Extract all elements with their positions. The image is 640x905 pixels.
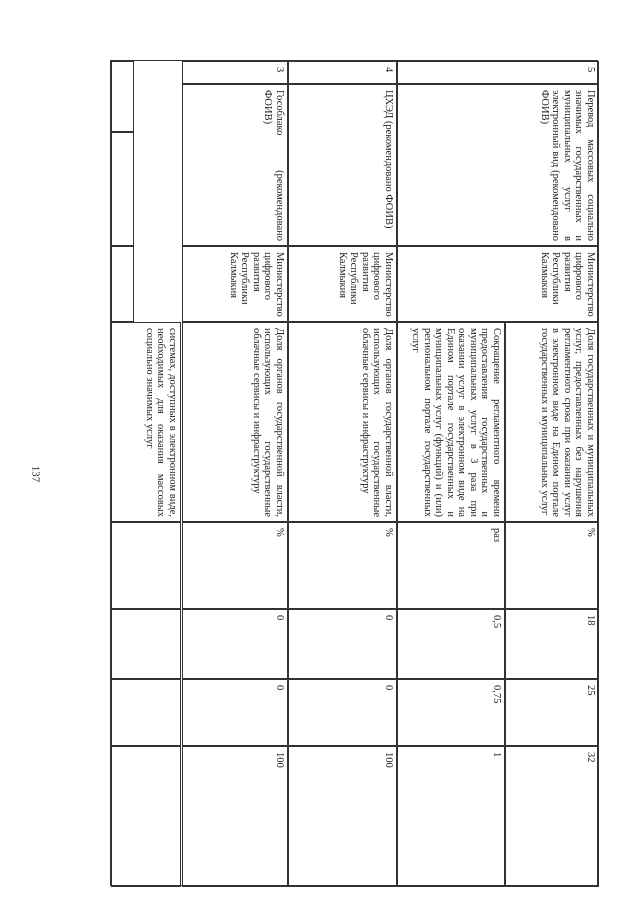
cell-project: [288, 84, 397, 246]
value-1: 0: [383, 615, 394, 621]
row-number: 5: [585, 67, 596, 73]
cell-unit: [182, 522, 288, 609]
cell-agency: [397, 246, 599, 322]
cell-value-2: [182, 679, 288, 746]
cell-value-2: [397, 679, 505, 746]
row-number: 4: [383, 67, 394, 73]
cell-value-3: [111, 746, 181, 887]
cell-unit: [288, 522, 397, 609]
value-3: 100: [383, 752, 394, 768]
agency-name: Министерство цифрового развития Республики Калмыкия: [337, 252, 394, 317]
cell-value-1: [182, 609, 288, 679]
cell-value-3: [182, 746, 288, 887]
cell-agency: [111, 246, 134, 322]
cell-indicator: [505, 322, 599, 522]
cell-number: [182, 61, 288, 84]
unit: раз: [491, 528, 502, 543]
project-name: Перевод массовых социально значимых государственных и муниципальных услуг в электронный вид (рекомендовано ФОИВ): [539, 90, 596, 241]
unit: %: [383, 528, 394, 537]
cell-unit: [505, 522, 599, 609]
value-2: 0,75: [491, 685, 502, 704]
agency-name: Министерство цифрового развития Республики Калмыкия: [539, 252, 596, 317]
cell-project: [182, 84, 288, 246]
cell-project: [111, 132, 134, 246]
cell-indicator: [111, 322, 181, 522]
cell-value-1: [505, 609, 599, 679]
cell-project: [397, 84, 599, 246]
cell-value-1: [288, 609, 397, 679]
page-number: 137: [29, 465, 42, 483]
cell-value-3: [288, 746, 397, 887]
value-2: 0: [383, 685, 394, 691]
value-1: 0,5: [491, 615, 502, 629]
indicator-text: Доля органов государственной власти, использующих государственные облачные сервисы и инфраструктуру: [360, 328, 394, 517]
indicator-text: системах, доступных в электронном виде, необходимых для оказания массовых социально значимых услуг: [144, 328, 178, 517]
value-1: 0: [274, 615, 285, 621]
cell-unit: [397, 522, 505, 609]
unit: %: [585, 528, 596, 537]
cell-value-2: [111, 679, 181, 746]
project-name: Гособлако (рекомендовано ФОИВ): [262, 90, 285, 241]
cell-value-1: [111, 609, 181, 679]
project-name: ЦХЭД (рекомендовано ФОИВ): [383, 90, 394, 229]
indicator-text: Доля государственных и муниципальных услуг, предоставленных без нарушения регламентного срока при оказании услуг в электронном виде на Едином портале государственных и муниципальных услуг: [539, 328, 596, 517]
value-3: 100: [274, 752, 285, 768]
cell-indicator: [288, 322, 397, 522]
agency-name: Министерство цифрового развития Республики Калмыкия: [228, 252, 285, 317]
data-table: [110, 60, 598, 886]
indicator-text: Доля органов государственной власти, использующих государственные облачные сервисы и инфраструктуру: [251, 328, 285, 517]
value-1: 18: [585, 615, 596, 626]
cell-agency: [288, 246, 397, 322]
value-2: 25: [585, 685, 596, 696]
row-number: 3: [274, 67, 285, 73]
cell-indicator: [182, 322, 288, 522]
value-3: 32: [585, 752, 596, 763]
cell-unit: [111, 522, 181, 609]
cell-value-1: [397, 609, 505, 679]
cell-value-2: [505, 679, 599, 746]
cell-number: [397, 61, 599, 84]
cell-value-2: [288, 679, 397, 746]
unit: %: [274, 528, 285, 537]
cell-number: [111, 61, 134, 132]
cell-value-3: [505, 746, 599, 887]
cell-indicator: [397, 322, 505, 522]
value-2: 0: [274, 685, 285, 691]
value-3: 1: [491, 752, 502, 758]
cell-agency: [182, 246, 288, 322]
cell-value-3: [397, 746, 505, 887]
cell-number: [288, 61, 397, 84]
indicator-text: Сокращение регламентного времени предоставления государственных и муниципальных услуг в 3 раза при оказании услуг в электронном виде на Едином портале государственных и муниципальных услуг (функций) и (или) региональном портале государственных услуг: [410, 328, 502, 517]
